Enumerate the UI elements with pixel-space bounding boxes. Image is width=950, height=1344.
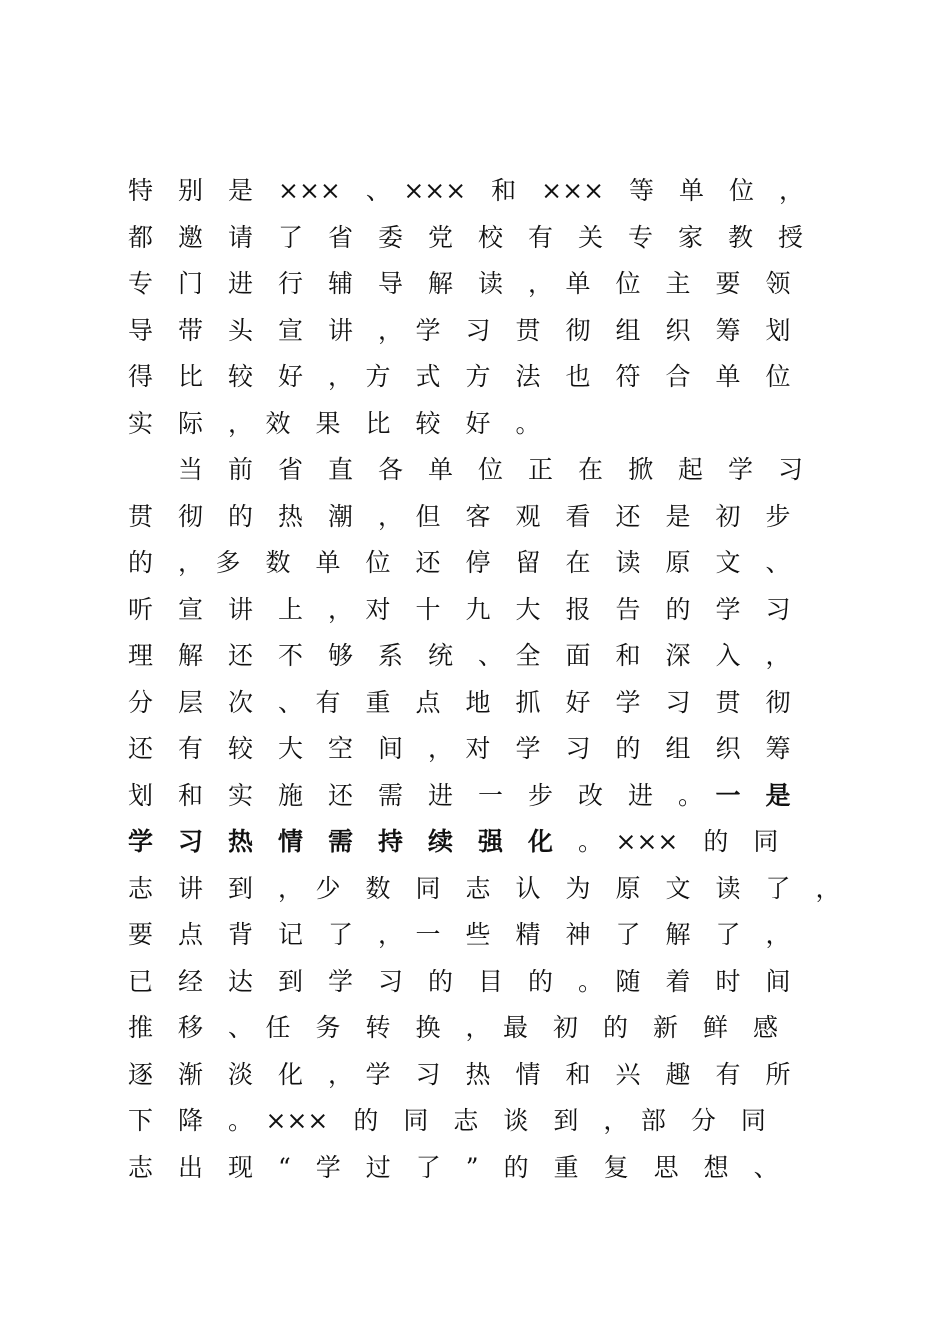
text-segment: 听 宣 讲 上 ， 对 十 九 大 报 告 的 学 习 [128,594,791,624]
document-body [128,168,848,1191]
text-segment: 要 点 背 记 了 ， 一 些 精 神 了 解 了 ， [128,920,791,949]
text-segment: 志 讲 到 ， 少 数 同 志 认 为 原 文 读 了 ， [128,873,841,903]
text-line [128,1098,848,1145]
text-line [128,773,848,820]
text-segment: 推 移 、 任 务 转 换 ， 最 初 的 新 鲜 感 [128,1013,779,1042]
text-line [128,168,848,215]
text-line [128,819,848,866]
text-line [128,447,848,494]
text-segment: 特 别 是 ××× 、 ××× 和 ××× 等 单 位 ， [128,176,805,205]
text-segment: 还 有 较 大 空 间 ， 对 学 习 的 组 织 筹 [128,734,791,763]
text-line [128,261,848,308]
text-segment: 划 和 实 施 还 需 进 一 步 改 进 。 [128,780,716,810]
text-line [128,866,848,913]
text-segment: 贯 彻 的 热 潮 ， 但 客 观 看 还 是 初 步 [128,501,791,531]
bold-text-segment: 一 是 [715,780,791,810]
text-line [128,308,848,355]
text-segment: 实 际 ， 效 果 比 较 好 。 [128,408,541,438]
text-segment: 的 ， 多 数 单 位 还 停 留 在 读 原 文 、 [128,548,791,577]
text-segment: 专 门 进 行 辅 导 解 读 ， 单 位 主 要 领 [128,269,791,298]
text-segment: 。 ××× 的 同 [553,827,779,856]
text-segment: 逐 渐 淡 化 ， 学 习 热 情 和 兴 趣 有 所 [128,1059,791,1089]
text-segment: 得 比 较 好 ， 方 式 方 法 也 符 合 单 位 [128,362,791,391]
text-segment: 志 出 现 “ 学 过 了 ” 的 重 复 思 想 、 [128,1152,779,1182]
text-line [128,494,848,541]
text-line [128,912,848,959]
text-line [128,726,848,773]
text-line [128,680,848,727]
text-line [128,540,848,587]
text-line [128,1145,848,1192]
text-line [128,1005,848,1052]
text-segment: 当 前 省 直 各 单 位 正 在 掀 起 学 习 [128,455,804,484]
text-segment: 理 解 还 不 够 系 统 、 全 面 和 深 入 ， [128,641,791,670]
text-segment: 下 降 。 ××× 的 同 志 谈 到 ， 部 分 同 [128,1106,766,1135]
text-line [128,1052,848,1099]
bold-text-segment: 学 习 热 情 需 持 续 强 化 [128,827,554,856]
text-segment: 都 邀 请 了 省 委 党 校 有 关 专 家 教 授 [128,222,804,252]
text-line [128,354,848,401]
text-line [128,215,848,262]
text-line [128,633,848,680]
text-segment: 已 经 达 到 学 习 的 目 的 。 随 着 时 间 [128,966,791,996]
text-segment: 导 带 头 宣 讲 ， 学 习 贯 彻 组 织 筹 划 [128,315,791,345]
text-segment: 分 层 次 、 有 重 点 地 抓 好 学 习 贯 彻 [128,687,791,717]
text-line [128,587,848,634]
text-line [128,401,848,448]
text-line [128,959,848,1006]
